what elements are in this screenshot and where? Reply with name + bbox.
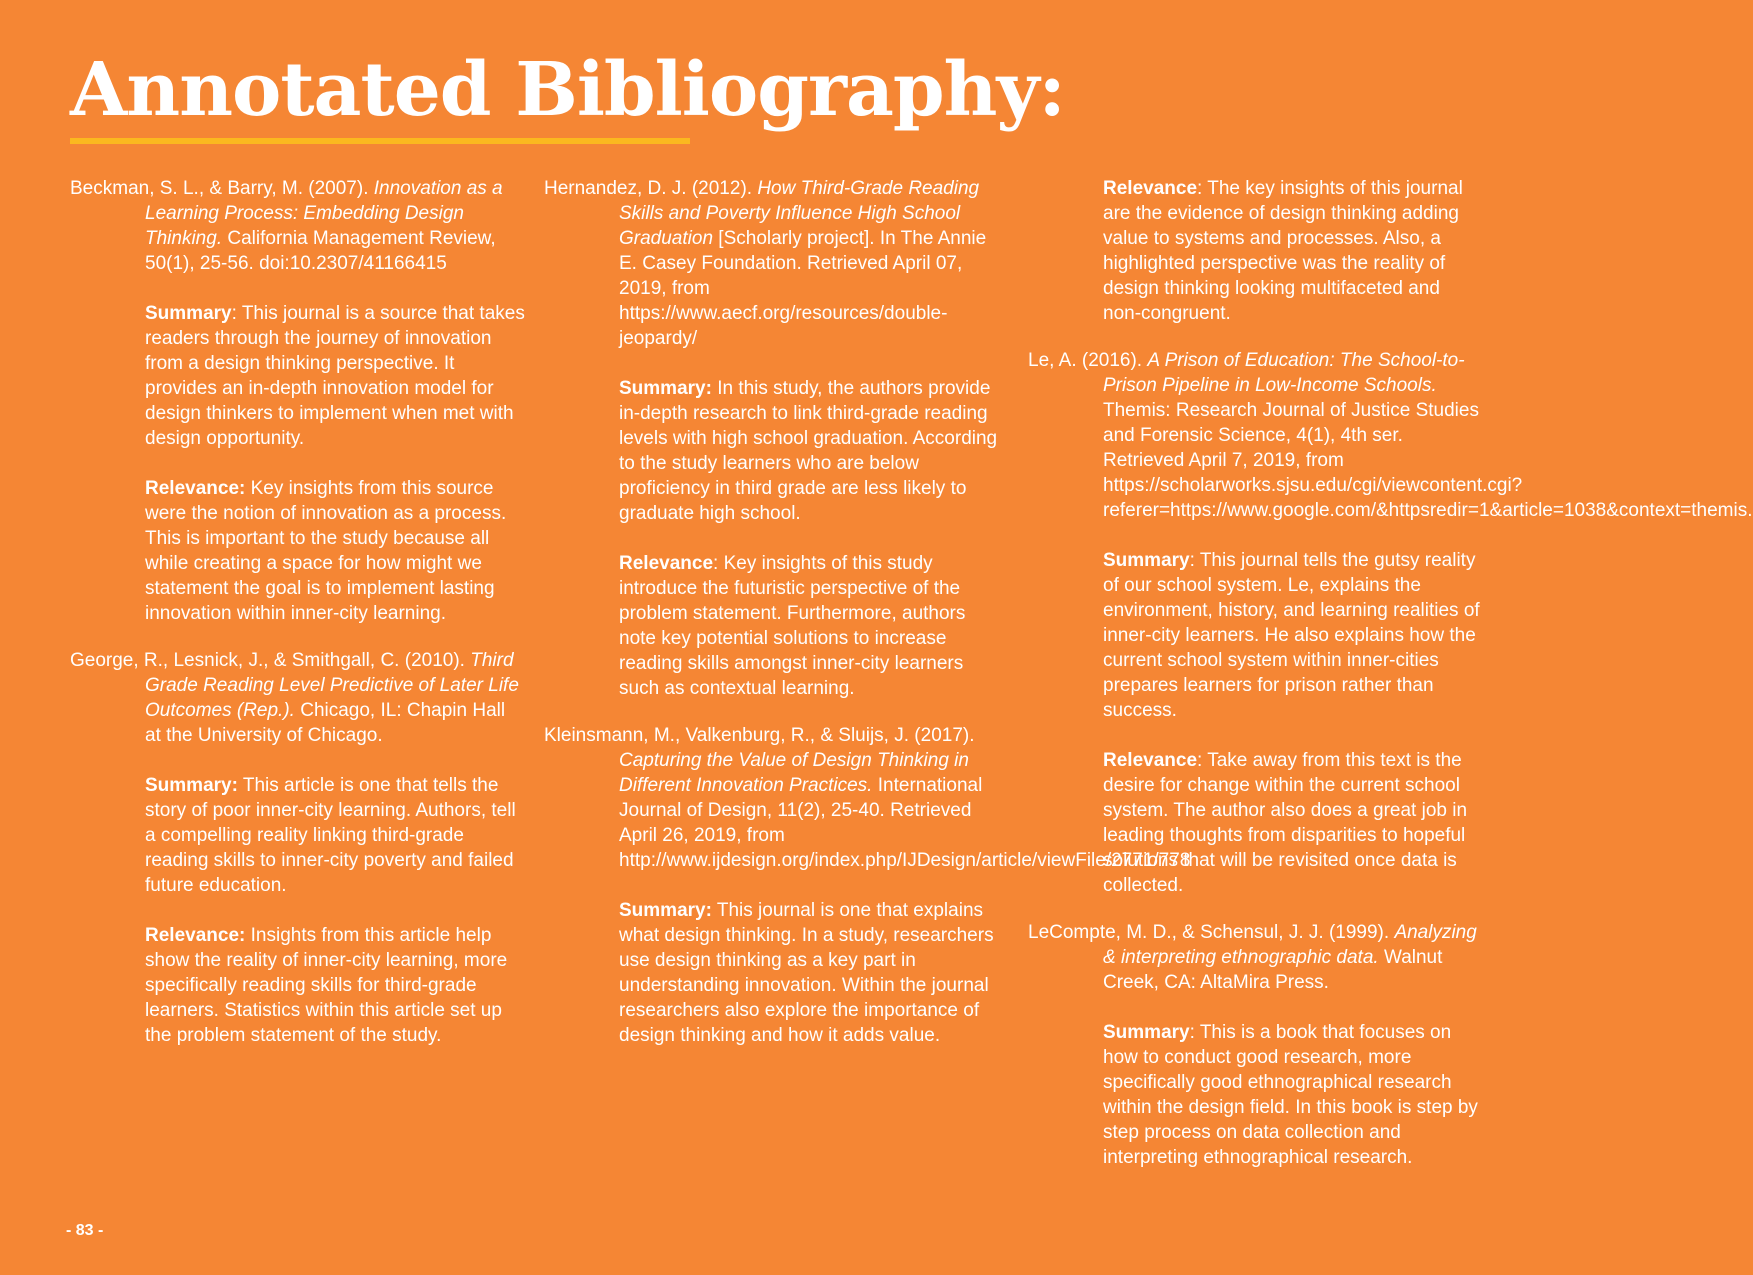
summary: Summary: This journal tells the gutsy reality of our school system. Le, explains the environment, history, and learning realities of inner-city learners. He also explains how the current school system within inner-cities prepares learners for prison rather than success. [1103, 550, 1480, 721]
citation: George, R., Lesnick, J., & Smithgall, C. (2010). Third Grade Reading Level Predictive of Later Life Outcomes (Rep.). Chicago, IL: Chapin Hall at the University of Chicago. [70, 650, 519, 746]
bibliography-entry-hernandez [544, 176, 1006, 701]
citation: Kleinsmann, M., Valkenburg, R., & Sluijs, J. (2017). Capturing the Value of Design Thinking in Different Innovation Practices. International Journal of Design, 11(2), 25-40. Retrieved April 26, 2019, from http://www.ijdesign.org/index.php/IJDesign/article/viewFile/2771/778 [544, 725, 1191, 871]
page-number: - 83 - [66, 1222, 104, 1239]
page-title: Annotated Bibliography: [70, 47, 1065, 133]
citation: LeCompte, M. D., & Schensul, J. J. (1999). Analyzing & interpreting ethnographic data. Walnut Creek, CA: AltaMira Press. [1028, 922, 1477, 993]
column-2 [544, 176, 1191, 1058]
summary: Summary: This journal is one that explains what design thinking. In a study, researchers use design thinking as a key part in understanding innovation. Within the journal researchers also explore the importance of design thinking and how it adds value. [619, 900, 994, 1046]
title-underline [70, 138, 690, 144]
relevance: Relevance: Key insights from this source were the notion of innovation as a process. This is important to the study because all while creating a space for how might we statement the goal is to implement lasting innovation within inner-city learning. [145, 478, 507, 624]
bibliography-entry-kleinsmann-continued [1028, 176, 1483, 326]
relevance: Relevance: Take away from this text is the desire for change within the current school system. The author also does a great job in leading thoughts from disparities to hopeful solutions that will be revisited once data is collected. [1103, 750, 1468, 896]
bibliography-entry-george [70, 648, 525, 1048]
column-1 [70, 176, 525, 1058]
bibliography-entry-lecompte [1028, 920, 1483, 1170]
summary: Summary: In this study, the authors provide in-depth research to link third-grade reading levels with high school graduation. According to the study learners who are below proficiency in third grade are less likely to graduate high school. [619, 378, 998, 524]
summary: Summary: This journal is a source that takes readers through the journey of innovation from a design thinking perspective. It provides an in-depth innovation model for design thinkers to implement when met with design opportunity. [145, 303, 525, 449]
relevance: Relevance: The key insights of this journal are the evidence of design thinking adding value to systems and processes. Also, a highlighted perspective was the reality of design thinking looking multifaceted and non-congruent. [1103, 178, 1463, 324]
summary: Summary: This article is one that tells the story of poor inner-city learning. Authors, tell a compelling reality linking third-grade reading skills to inner-city poverty and failed future education. [145, 775, 516, 896]
bibliography-entry-beckman [70, 176, 525, 626]
relevance: Relevance: Key insights of this study introduce the futuristic perspective of the problem statement. Furthermore, authors note key potential solutions to increase reading skills amongst inner-city learners such as contextual learning. [619, 553, 966, 699]
column-3 [1028, 176, 1753, 1180]
bibliography-entry-kleinsmann [544, 723, 1191, 1048]
citation: Beckman, S. L., & Barry, M. (2007). Innovation as a Learning Process: Embedding Design Thinking. California Management Review, 50(1), 25-56. doi:10.2307/41166415 [70, 178, 503, 274]
bibliography-entry-le [1028, 348, 1753, 898]
relevance: Relevance: Insights from this article help show the reality of inner-city learning, more specifically reading skills for third-grade learners. Statistics within this article set up the problem statement of the study. [145, 925, 508, 1046]
citation: Le, A. (2016). A Prison of Education: The School-to-Prison Pipeline in Low-Income Schools. Themis: Research Journal of Justice Studies and Forensic Science, 4(1), 4th ser. Retrieved April 7, 2019, from https://scholarworks.sjsu.edu/cgi/viewcontent.cgi?referer=https://www.google.com/&httpsredir=1&article=1038&context=themis. [1028, 350, 1753, 521]
summary: Summary: This is a book that focuses on how to conduct good research, more specifically good ethnographical research within the design field. In this book is step by step process on data collection and interpreting ethnographical research. [1103, 1022, 1478, 1168]
citation: Hernandez, D. J. (2012). How Third-Grade Reading Skills and Poverty Influence High School Graduation [Scholarly project]. In The Annie E. Casey Foundation. Retrieved April 07, 2019, from https://www.aecf.org/resources/double-jeopardy/ [544, 178, 987, 349]
